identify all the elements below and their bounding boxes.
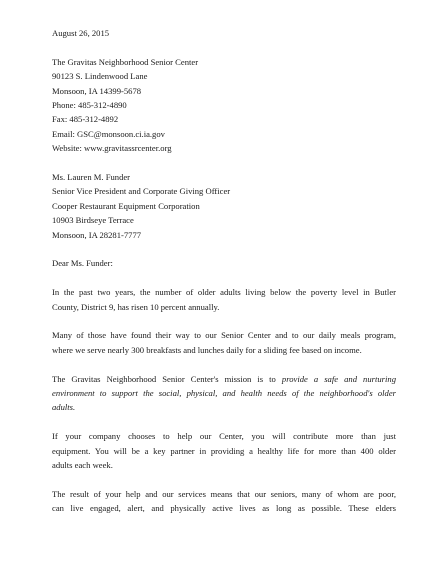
- sender-street: 90123 S. Lindenwood Lane: [52, 71, 148, 82]
- sender-website: Website: www.gravitassrcenter.org: [52, 143, 172, 154]
- sender-city: Monsoon, IA 14399-5678: [52, 85, 142, 96]
- paragraph-line: [52, 386, 396, 400]
- paragraph-partner: [52, 429, 396, 472]
- paragraph-line: In the past two years, the number of older adults living below the poverty level in Butler: [52, 287, 396, 298]
- recipient-city: Monsoon, IA 28281-7777: [52, 229, 142, 240]
- paragraph-line: [52, 400, 396, 414]
- paragraph-line: adults each week.: [52, 460, 113, 471]
- sender-email: Email: GSC@monsoon.ci.ia.gov: [52, 128, 165, 139]
- paragraph-line: Many of those have found their way to our Senior Center and to our daily meals program,: [52, 330, 396, 341]
- sender-name: The Gravitas Neighborhood Senior Center: [52, 56, 199, 67]
- mission-intro: The Gravitas Neighborhood Senior Center's mission is to: [52, 373, 282, 384]
- recipient-company: Cooper Restaurant Equipment Corporation: [52, 200, 200, 211]
- recipient-address: [52, 170, 396, 242]
- mission-statement: environment to support the social, physical, and health needs of the neighborhood's older: [52, 388, 396, 399]
- paragraph-line: If your company chooses to help our Center, you will contribute more than just: [52, 431, 396, 442]
- sender-address: [52, 55, 396, 156]
- paragraph-poverty: [52, 285, 396, 314]
- letter-date: [52, 26, 396, 40]
- paragraph-mission: [52, 372, 396, 415]
- paragraph-result: [52, 487, 396, 516]
- mission-statement: provide a safe and nurturing: [281, 373, 396, 384]
- paragraph-line: [52, 372, 396, 386]
- salutation-text: Dear Ms. Funder:: [52, 258, 113, 269]
- paragraph-line: The result of your help and our services means that our seniors, many of whom are poor,: [52, 488, 396, 499]
- paragraph-line: County, District 9, has risen 10 percent annually.: [52, 301, 220, 312]
- paragraph-line: equipment. You will be a key partner in providing a healthy life for more than 400 older: [52, 445, 396, 456]
- recipient-title: Senior Vice President and Corporate Giving Officer: [52, 186, 231, 197]
- recipient-name: Ms. Lauren M. Funder: [52, 172, 131, 183]
- recipient-street: 10903 Birdseye Terrace: [52, 215, 134, 226]
- paragraph-meals: [52, 328, 396, 357]
- sender-phone: Phone: 485-312-4890: [52, 100, 127, 111]
- date-text: August 26, 2015: [52, 28, 110, 38]
- salutation: [52, 256, 396, 270]
- paragraph-line: where we serve nearly 300 breakfasts and lunches daily for a sliding fee based on income.: [52, 344, 362, 355]
- sender-fax: Fax: 485-312-4892: [52, 114, 119, 125]
- paragraph-line: can live engaged, alert, and physically active lives as long as possible. These elders: [52, 503, 396, 514]
- mission-statement: adults.: [52, 402, 76, 413]
